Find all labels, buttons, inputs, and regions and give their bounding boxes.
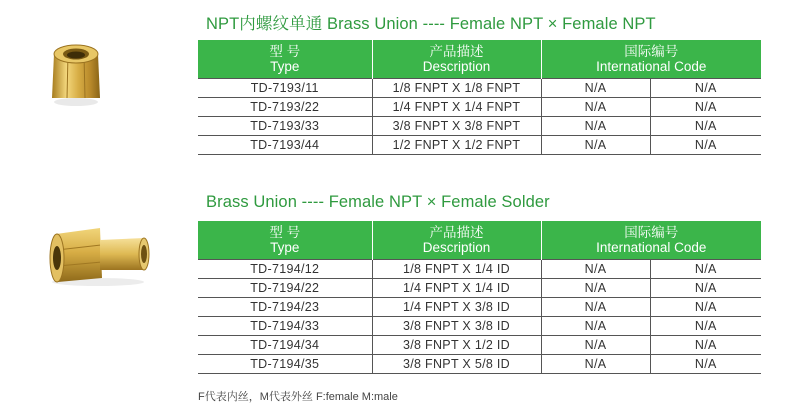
- cell-code-1: N/A: [541, 260, 650, 279]
- cell-code-1: N/A: [541, 279, 650, 298]
- brass-hex-union-image: [44, 40, 108, 108]
- cell-code-2: N/A: [650, 117, 761, 136]
- table-row: [198, 117, 761, 136]
- header-desc-en: Description: [422, 240, 491, 255]
- header-type-en: Type: [270, 240, 300, 255]
- header-international-code: [541, 221, 761, 260]
- header-type: [198, 221, 372, 260]
- cell-code-1: N/A: [541, 136, 650, 155]
- cell-description: 3/8 FNPT X 3/8 ID: [372, 317, 541, 336]
- cell-code-2: N/A: [650, 355, 761, 374]
- cell-description: 1/4 FNPT X 1/4 FNPT: [372, 98, 541, 117]
- cell-type: TD-7194/33: [198, 317, 372, 336]
- cell-code-2: N/A: [650, 298, 761, 317]
- cell-code-1: N/A: [541, 298, 650, 317]
- cell-code-2: N/A: [650, 279, 761, 298]
- table-header-row: [198, 40, 761, 79]
- cell-description: 3/8 FNPT X 5/8 ID: [372, 355, 541, 374]
- table-row: [198, 260, 761, 279]
- cell-description: 1/4 FNPT X 1/4 ID: [372, 279, 541, 298]
- table-row: [198, 355, 761, 374]
- header-type-cn: 型 号: [269, 44, 301, 59]
- cell-code-2: N/A: [650, 98, 761, 117]
- cell-type: TD-7193/33: [198, 117, 372, 136]
- table-row: [198, 136, 761, 155]
- cell-type: TD-7193/22: [198, 98, 372, 117]
- header-type-cn: 型 号: [269, 225, 301, 240]
- table-row: [198, 79, 761, 98]
- table-row: [198, 98, 761, 117]
- cell-description: 1/2 FNPT X 1/2 FNPT: [372, 136, 541, 155]
- header-description: [372, 40, 541, 79]
- cell-type: TD-7194/12: [198, 260, 372, 279]
- cell-description: 3/8 FNPT X 3/8 FNPT: [372, 117, 541, 136]
- brass-union-solder-image: [40, 220, 160, 290]
- cell-type: TD-7194/23: [198, 298, 372, 317]
- cell-description: 1/8 FNPT X 1/8 FNPT: [372, 79, 541, 98]
- section-title-female-solder: Brass Union ---- Female NPT × Female Solder: [206, 193, 550, 211]
- table-row: [198, 317, 761, 336]
- table-row: [198, 336, 761, 355]
- header-type: [198, 40, 372, 79]
- header-description: [372, 221, 541, 260]
- footnote: F代表内丝，M代表外丝 F:female M:male: [198, 391, 398, 403]
- cell-code-1: N/A: [541, 355, 650, 374]
- header-type-en: Type: [270, 59, 300, 74]
- header-code-cn: 国际编号: [624, 44, 679, 59]
- cell-type: TD-7193/44: [198, 136, 372, 155]
- table-row: [198, 279, 761, 298]
- cell-code-2: N/A: [650, 317, 761, 336]
- cell-description: 3/8 FNPT X 1/2 ID: [372, 336, 541, 355]
- table-row: [198, 298, 761, 317]
- cell-code-1: N/A: [541, 117, 650, 136]
- section-title-female-npt: NPT内螺纹单通 Brass Union ---- Female NPT × Female NPT: [206, 15, 656, 33]
- cell-code-1: N/A: [541, 336, 650, 355]
- table-header-row: [198, 221, 761, 260]
- cell-type: TD-7194/22: [198, 279, 372, 298]
- cell-type: TD-7194/35: [198, 355, 372, 374]
- cell-description: 1/4 FNPT X 3/8 ID: [372, 298, 541, 317]
- header-desc-cn: 产品描述: [429, 44, 484, 59]
- cell-code-1: N/A: [541, 79, 650, 98]
- cell-description: 1/8 FNPT X 1/4 ID: [372, 260, 541, 279]
- cell-type: TD-7194/34: [198, 336, 372, 355]
- header-international-code: [541, 40, 761, 79]
- header-code-cn: 国际编号: [624, 225, 679, 240]
- header-desc-cn: 产品描述: [429, 225, 484, 240]
- header-code-en: International Code: [596, 240, 707, 255]
- spec-table-female-npt: [198, 40, 761, 155]
- cell-type: TD-7193/11: [198, 79, 372, 98]
- cell-code-1: N/A: [541, 98, 650, 117]
- cell-code-2: N/A: [650, 260, 761, 279]
- header-code-en: International Code: [596, 59, 707, 74]
- cell-code-2: N/A: [650, 136, 761, 155]
- cell-code-2: N/A: [650, 79, 761, 98]
- header-desc-en: Description: [422, 59, 491, 74]
- spec-table-female-solder: [198, 221, 761, 374]
- cell-code-2: N/A: [650, 336, 761, 355]
- cell-code-1: N/A: [541, 317, 650, 336]
